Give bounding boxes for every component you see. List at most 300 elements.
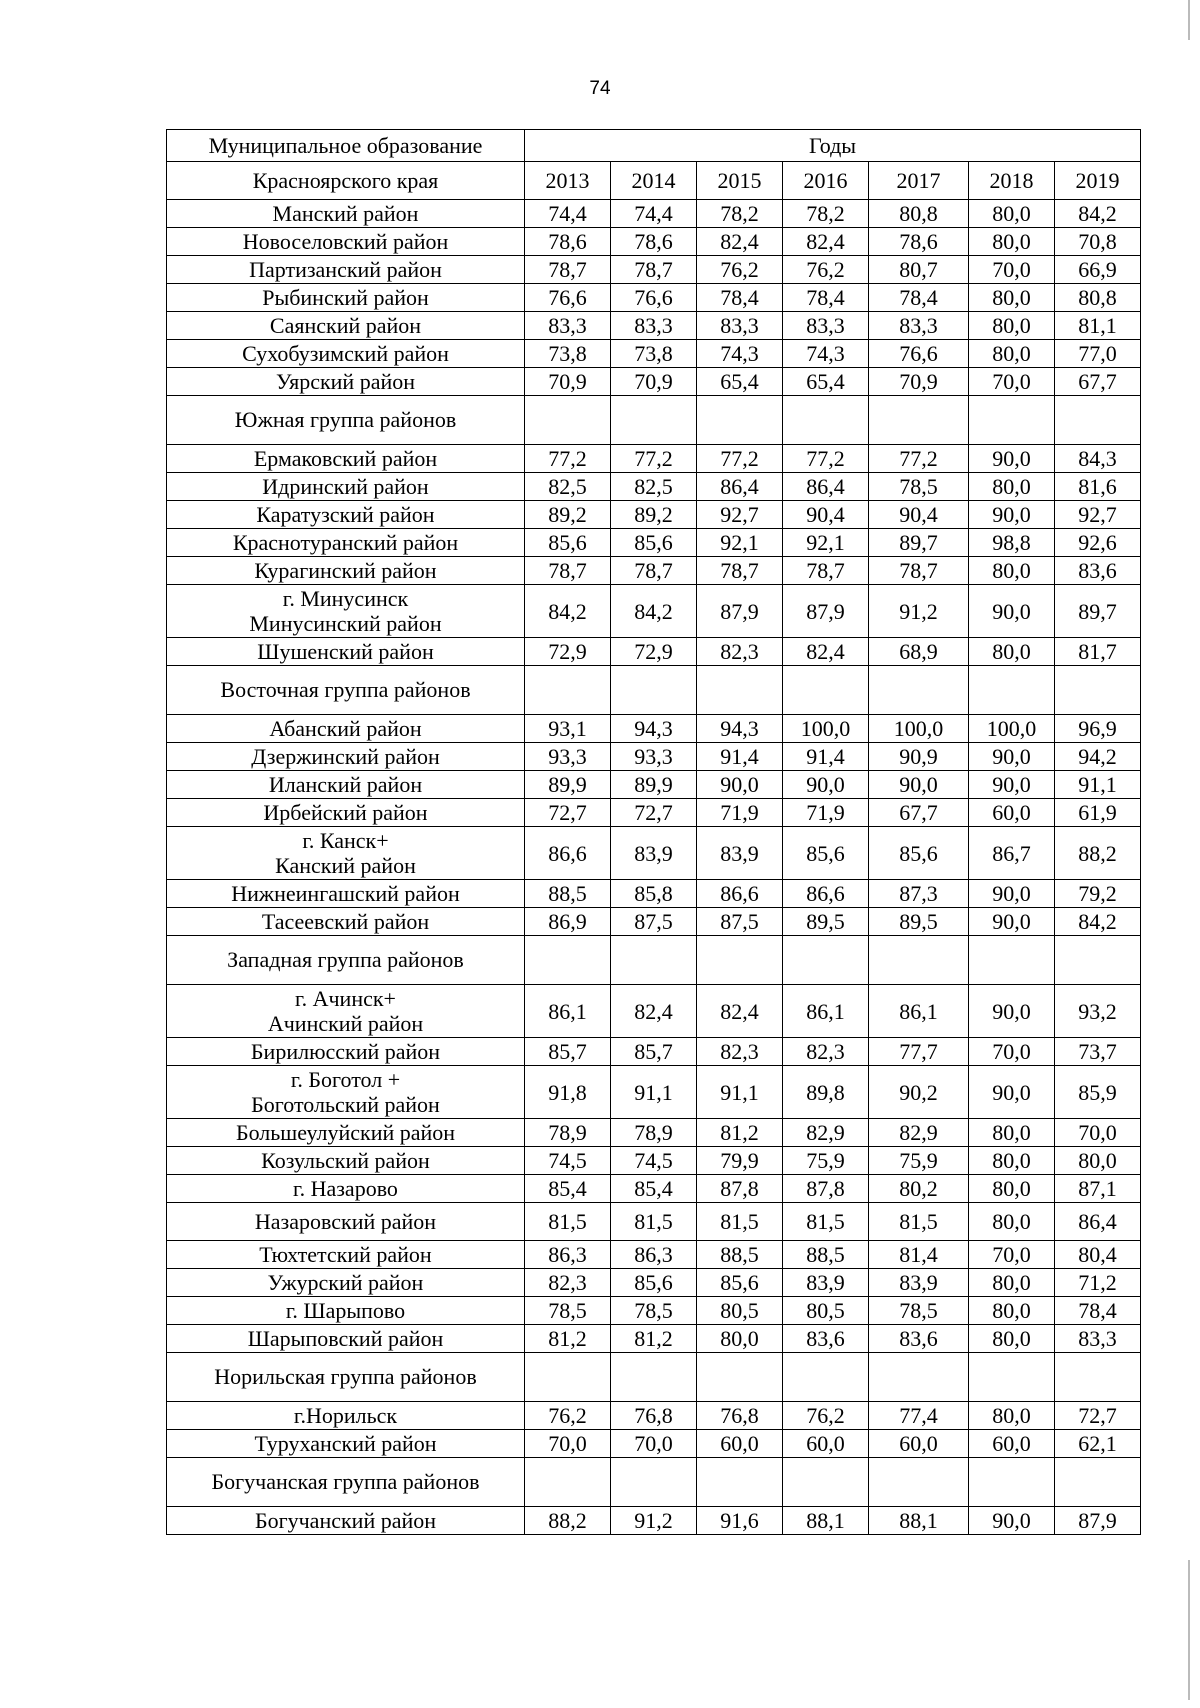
table-row: [167, 557, 1141, 585]
group-label: Южная группа районов: [167, 396, 525, 445]
value-cell: 76,2: [783, 1402, 869, 1430]
value-cell: 80,0: [969, 1297, 1055, 1325]
value-cell: 85,6: [611, 529, 697, 557]
value-cell: 74,5: [611, 1147, 697, 1175]
value-cell: 88,2: [1055, 827, 1141, 880]
value-cell: 78,2: [783, 200, 869, 228]
value-cell: 88,5: [525, 880, 611, 908]
value-cell: 100,0: [783, 715, 869, 743]
empty-cell: [869, 666, 969, 715]
value-cell: 94,3: [697, 715, 783, 743]
value-cell: 90,9: [869, 743, 969, 771]
value-cell: 86,6: [697, 880, 783, 908]
value-cell: 70,0: [969, 1038, 1055, 1066]
municipality-name: Назаровский район: [167, 1203, 525, 1241]
value-cell: 75,9: [783, 1147, 869, 1175]
value-cell: 85,7: [525, 1038, 611, 1066]
group-label: Богучанская группа районов: [167, 1458, 525, 1507]
value-cell: 73,7: [1055, 1038, 1141, 1066]
value-cell: 77,2: [697, 445, 783, 473]
value-cell: 93,3: [525, 743, 611, 771]
table-row: [167, 1269, 1141, 1297]
empty-cell: [969, 936, 1055, 985]
value-cell: 80,0: [969, 1325, 1055, 1353]
table-row: [167, 743, 1141, 771]
value-cell: 72,9: [525, 638, 611, 666]
page-number: 74: [589, 78, 611, 99]
value-cell: 92,1: [783, 529, 869, 557]
municipality-name: Нижнеингашский район: [167, 880, 525, 908]
value-cell: 91,2: [611, 1507, 697, 1535]
table-row: [167, 1430, 1141, 1458]
value-cell: 85,6: [611, 1269, 697, 1297]
table-body: [167, 200, 1141, 1535]
value-cell: 74,4: [611, 200, 697, 228]
value-cell: 82,4: [783, 228, 869, 256]
value-cell: 89,9: [525, 771, 611, 799]
header-years-label: Годы: [525, 130, 1141, 162]
municipality-name: Идринский район: [167, 473, 525, 501]
empty-cell: [611, 936, 697, 985]
value-cell: 85,6: [869, 827, 969, 880]
municipality-name: Ирбейский район: [167, 799, 525, 827]
empty-cell: [869, 1353, 969, 1402]
table-row: [167, 368, 1141, 396]
table-row: [167, 1175, 1141, 1203]
value-cell: 89,5: [783, 908, 869, 936]
empty-cell: [611, 666, 697, 715]
value-cell: 70,0: [525, 1430, 611, 1458]
value-cell: 90,0: [969, 880, 1055, 908]
value-cell: 93,1: [525, 715, 611, 743]
table-row: [167, 1066, 1141, 1119]
municipality-name: [167, 985, 525, 1038]
empty-cell: [783, 936, 869, 985]
municipality-name: Тасеевский район: [167, 908, 525, 936]
value-cell: 86,9: [525, 908, 611, 936]
value-cell: 87,8: [783, 1175, 869, 1203]
empty-cell: [697, 1458, 783, 1507]
value-cell: 78,9: [525, 1119, 611, 1147]
value-cell: 92,6: [1055, 529, 1141, 557]
value-cell: 62,1: [1055, 1430, 1141, 1458]
value-cell: 82,9: [869, 1119, 969, 1147]
value-cell: 78,2: [697, 200, 783, 228]
empty-cell: [869, 1458, 969, 1507]
value-cell: 70,0: [969, 1241, 1055, 1269]
municipality-name: Козульский район: [167, 1147, 525, 1175]
value-cell: 94,2: [1055, 743, 1141, 771]
value-cell: 83,9: [869, 1269, 969, 1297]
value-cell: 83,3: [1055, 1325, 1141, 1353]
value-cell: 90,0: [783, 771, 869, 799]
municipality-name: г. Назарово: [167, 1175, 525, 1203]
value-cell: 86,1: [525, 985, 611, 1038]
value-cell: 80,0: [969, 1119, 1055, 1147]
value-cell: 82,5: [611, 473, 697, 501]
header-municipality-line1: Муниципальное образование: [167, 130, 525, 162]
header-year: 2018: [969, 162, 1055, 200]
empty-cell: [1055, 1458, 1141, 1507]
municipality-name: Абанский район: [167, 715, 525, 743]
empty-cell: [697, 666, 783, 715]
value-cell: 80,4: [1055, 1241, 1141, 1269]
value-cell: 92,7: [697, 501, 783, 529]
value-cell: 71,2: [1055, 1269, 1141, 1297]
value-cell: 73,8: [611, 340, 697, 368]
value-cell: 86,3: [611, 1241, 697, 1269]
table-row: [167, 1297, 1141, 1325]
value-cell: 77,2: [525, 445, 611, 473]
municipality-name: Партизанский район: [167, 256, 525, 284]
value-cell: 70,0: [969, 368, 1055, 396]
value-cell: 80,0: [969, 200, 1055, 228]
value-cell: 80,0: [969, 340, 1055, 368]
value-cell: 86,7: [969, 827, 1055, 880]
value-cell: 92,7: [1055, 501, 1141, 529]
municipality-name-line2: Ачинский район: [267, 1011, 424, 1036]
value-cell: 89,8: [783, 1066, 869, 1119]
value-cell: 85,6: [525, 529, 611, 557]
table-row: [167, 501, 1141, 529]
value-cell: 81,7: [1055, 638, 1141, 666]
value-cell: 70,0: [611, 1430, 697, 1458]
empty-cell: [1055, 1353, 1141, 1402]
value-cell: 89,5: [869, 908, 969, 936]
value-cell: 77,2: [869, 445, 969, 473]
value-cell: 79,2: [1055, 880, 1141, 908]
value-cell: 84,3: [1055, 445, 1141, 473]
value-cell: 82,4: [611, 985, 697, 1038]
value-cell: 83,9: [783, 1269, 869, 1297]
value-cell: 87,9: [1055, 1507, 1141, 1535]
value-cell: 80,8: [1055, 284, 1141, 312]
value-cell: 80,0: [969, 638, 1055, 666]
value-cell: 85,4: [525, 1175, 611, 1203]
table-row: [167, 529, 1141, 557]
table-row: [167, 1241, 1141, 1269]
value-cell: 92,1: [697, 529, 783, 557]
value-cell: 90,0: [969, 743, 1055, 771]
value-cell: 70,9: [611, 368, 697, 396]
value-cell: 80,0: [969, 1269, 1055, 1297]
value-cell: 85,6: [783, 827, 869, 880]
value-cell: 78,7: [611, 256, 697, 284]
value-cell: 80,0: [969, 228, 1055, 256]
value-cell: 78,6: [525, 228, 611, 256]
value-cell: 90,0: [969, 771, 1055, 799]
value-cell: 91,1: [697, 1066, 783, 1119]
value-cell: 82,3: [525, 1269, 611, 1297]
value-cell: 86,4: [1055, 1203, 1141, 1241]
value-cell: 60,0: [697, 1430, 783, 1458]
table-row: [167, 1119, 1141, 1147]
value-cell: 78,9: [611, 1119, 697, 1147]
value-cell: 79,9: [697, 1147, 783, 1175]
value-cell: 60,0: [783, 1430, 869, 1458]
value-cell: 82,3: [783, 1038, 869, 1066]
table-row: [167, 228, 1141, 256]
municipality-name: Большеулуйский район: [167, 1119, 525, 1147]
value-cell: 85,9: [1055, 1066, 1141, 1119]
value-cell: 87,1: [1055, 1175, 1141, 1203]
value-cell: 80,0: [1055, 1147, 1141, 1175]
table-row: [167, 1507, 1141, 1535]
value-cell: 83,3: [611, 312, 697, 340]
value-cell: 90,0: [869, 771, 969, 799]
value-cell: 80,0: [969, 473, 1055, 501]
value-cell: 76,2: [783, 256, 869, 284]
value-cell: 96,9: [1055, 715, 1141, 743]
value-cell: 70,0: [1055, 1119, 1141, 1147]
value-cell: 93,3: [611, 743, 697, 771]
municipality-name-line2: Минусинский район: [249, 611, 442, 636]
table-row: [167, 638, 1141, 666]
value-cell: 84,2: [1055, 908, 1141, 936]
value-cell: 70,9: [869, 368, 969, 396]
value-cell: 91,1: [1055, 771, 1141, 799]
value-cell: 77,4: [869, 1402, 969, 1430]
table-row: [167, 585, 1141, 638]
table-row: [167, 799, 1141, 827]
table-row: [167, 445, 1141, 473]
municipality-name-line1: г. Ачинск+: [295, 986, 396, 1011]
value-cell: 81,1: [1055, 312, 1141, 340]
group-row: [167, 1458, 1141, 1507]
municipality-name-line2: Канский район: [275, 853, 416, 878]
value-cell: 80,5: [697, 1297, 783, 1325]
value-cell: 78,4: [869, 284, 969, 312]
value-cell: 80,2: [869, 1175, 969, 1203]
value-cell: 83,6: [869, 1325, 969, 1353]
value-cell: 80,5: [783, 1297, 869, 1325]
empty-cell: [969, 1458, 1055, 1507]
value-cell: 78,5: [611, 1297, 697, 1325]
municipality-name: Туруханский район: [167, 1430, 525, 1458]
value-cell: 85,7: [611, 1038, 697, 1066]
value-cell: 89,9: [611, 771, 697, 799]
table-row: [167, 880, 1141, 908]
value-cell: 88,5: [697, 1241, 783, 1269]
table-row: [167, 1402, 1141, 1430]
municipality-name: Ермаковский район: [167, 445, 525, 473]
value-cell: 77,7: [869, 1038, 969, 1066]
empty-cell: [969, 1353, 1055, 1402]
value-cell: 76,2: [525, 1402, 611, 1430]
header-year: 2015: [697, 162, 783, 200]
value-cell: 65,4: [697, 368, 783, 396]
empty-cell: [1055, 936, 1141, 985]
value-cell: 76,2: [697, 256, 783, 284]
municipality-name-line1: г. Боготол +: [290, 1067, 401, 1092]
empty-cell: [611, 396, 697, 445]
value-cell: 88,1: [783, 1507, 869, 1535]
value-cell: 86,1: [783, 985, 869, 1038]
value-cell: 67,7: [1055, 368, 1141, 396]
empty-cell: [783, 1458, 869, 1507]
value-cell: 83,6: [783, 1325, 869, 1353]
value-cell: 60,0: [969, 1430, 1055, 1458]
empty-cell: [783, 396, 869, 445]
value-cell: 72,9: [611, 638, 697, 666]
value-cell: 78,7: [869, 557, 969, 585]
value-cell: 80,0: [969, 284, 1055, 312]
value-cell: 90,0: [969, 985, 1055, 1038]
value-cell: 86,4: [783, 473, 869, 501]
value-cell: 82,4: [783, 638, 869, 666]
table-row: [167, 1325, 1141, 1353]
value-cell: 85,4: [611, 1175, 697, 1203]
value-cell: 74,3: [697, 340, 783, 368]
value-cell: 77,2: [611, 445, 697, 473]
value-cell: 93,2: [1055, 985, 1141, 1038]
value-cell: 78,7: [525, 256, 611, 284]
group-label: Норильская группа районов: [167, 1353, 525, 1402]
value-cell: 60,0: [869, 1430, 969, 1458]
value-cell: 80,0: [969, 1203, 1055, 1241]
municipality-name: Рыбинский район: [167, 284, 525, 312]
value-cell: 81,2: [525, 1325, 611, 1353]
value-cell: 88,2: [525, 1507, 611, 1535]
municipality-name: Дзержинский район: [167, 743, 525, 771]
value-cell: 90,0: [969, 585, 1055, 638]
empty-cell: [525, 396, 611, 445]
empty-cell: [525, 666, 611, 715]
empty-cell: [869, 396, 969, 445]
value-cell: 81,5: [697, 1203, 783, 1241]
table-row: [167, 985, 1141, 1038]
value-cell: 84,2: [1055, 200, 1141, 228]
municipality-name: [167, 585, 525, 638]
value-cell: 90,0: [697, 771, 783, 799]
empty-cell: [611, 1353, 697, 1402]
municipality-name: Бирилюсский район: [167, 1038, 525, 1066]
value-cell: 78,6: [869, 228, 969, 256]
table-row: [167, 473, 1141, 501]
value-cell: 86,1: [869, 985, 969, 1038]
value-cell: 82,4: [697, 228, 783, 256]
value-cell: 72,7: [1055, 1402, 1141, 1430]
value-cell: 82,3: [697, 638, 783, 666]
value-cell: 74,5: [525, 1147, 611, 1175]
value-cell: 76,8: [697, 1402, 783, 1430]
value-cell: 78,7: [697, 557, 783, 585]
municipality-name: Шушенский район: [167, 638, 525, 666]
value-cell: 90,4: [783, 501, 869, 529]
table-row: [167, 1038, 1141, 1066]
table-row: [167, 1147, 1141, 1175]
value-cell: 78,5: [869, 1297, 969, 1325]
value-cell: 91,6: [697, 1507, 783, 1535]
value-cell: 86,4: [697, 473, 783, 501]
table-row: [167, 715, 1141, 743]
value-cell: 66,9: [1055, 256, 1141, 284]
value-cell: 81,5: [869, 1203, 969, 1241]
group-row: [167, 396, 1141, 445]
municipality-name: Сухобузимский район: [167, 340, 525, 368]
header-year: 2019: [1055, 162, 1141, 200]
value-cell: 82,9: [783, 1119, 869, 1147]
empty-cell: [525, 1353, 611, 1402]
value-cell: 89,2: [525, 501, 611, 529]
value-cell: 87,5: [697, 908, 783, 936]
value-cell: 85,8: [611, 880, 697, 908]
value-cell: 78,5: [525, 1297, 611, 1325]
municipality-name: Тюхтетский район: [167, 1241, 525, 1269]
value-cell: 91,4: [783, 743, 869, 771]
value-cell: 94,3: [611, 715, 697, 743]
empty-cell: [783, 666, 869, 715]
value-cell: 80,0: [969, 1402, 1055, 1430]
value-cell: 90,0: [969, 1507, 1055, 1535]
group-row: [167, 666, 1141, 715]
municipality-name: Богучанский район: [167, 1507, 525, 1535]
value-cell: 90,0: [969, 501, 1055, 529]
header-year: 2016: [783, 162, 869, 200]
value-cell: 87,5: [611, 908, 697, 936]
value-cell: 82,3: [697, 1038, 783, 1066]
empty-cell: [869, 936, 969, 985]
municipality-name: Ужурский район: [167, 1269, 525, 1297]
municipality-name: Манский район: [167, 200, 525, 228]
value-cell: 60,0: [969, 799, 1055, 827]
value-cell: 81,5: [525, 1203, 611, 1241]
value-cell: 98,8: [969, 529, 1055, 557]
empty-cell: [697, 936, 783, 985]
value-cell: 75,9: [869, 1147, 969, 1175]
indicator-table: [166, 129, 1141, 1535]
value-cell: 76,6: [525, 284, 611, 312]
value-cell: 78,6: [611, 228, 697, 256]
municipality-name: [167, 1066, 525, 1119]
value-cell: 68,9: [869, 638, 969, 666]
value-cell: 70,8: [1055, 228, 1141, 256]
empty-cell: [1055, 666, 1141, 715]
value-cell: 90,0: [969, 1066, 1055, 1119]
value-cell: 76,6: [869, 340, 969, 368]
value-cell: 85,6: [697, 1269, 783, 1297]
group-label: Западная группа районов: [167, 936, 525, 985]
value-cell: 87,9: [697, 585, 783, 638]
value-cell: 90,0: [969, 445, 1055, 473]
value-cell: 82,5: [525, 473, 611, 501]
value-cell: 81,6: [1055, 473, 1141, 501]
value-cell: 76,6: [611, 284, 697, 312]
value-cell: 88,1: [869, 1507, 969, 1535]
value-cell: 87,8: [697, 1175, 783, 1203]
empty-cell: [525, 936, 611, 985]
value-cell: 83,6: [1055, 557, 1141, 585]
value-cell: 72,7: [525, 799, 611, 827]
header-year: 2013: [525, 162, 611, 200]
value-cell: 78,4: [1055, 1297, 1141, 1325]
value-cell: 83,9: [697, 827, 783, 880]
value-cell: 73,8: [525, 340, 611, 368]
table-row: [167, 312, 1141, 340]
value-cell: 81,5: [783, 1203, 869, 1241]
value-cell: 65,4: [783, 368, 869, 396]
value-cell: 91,1: [611, 1066, 697, 1119]
value-cell: 89,2: [611, 501, 697, 529]
table-row: [167, 200, 1141, 228]
scan-edge-mark: [1188, 0, 1190, 40]
municipality-name: Краснотуранский район: [167, 529, 525, 557]
value-cell: 83,3: [869, 312, 969, 340]
value-cell: 100,0: [869, 715, 969, 743]
empty-cell: [969, 666, 1055, 715]
value-cell: 71,9: [783, 799, 869, 827]
value-cell: 76,8: [611, 1402, 697, 1430]
